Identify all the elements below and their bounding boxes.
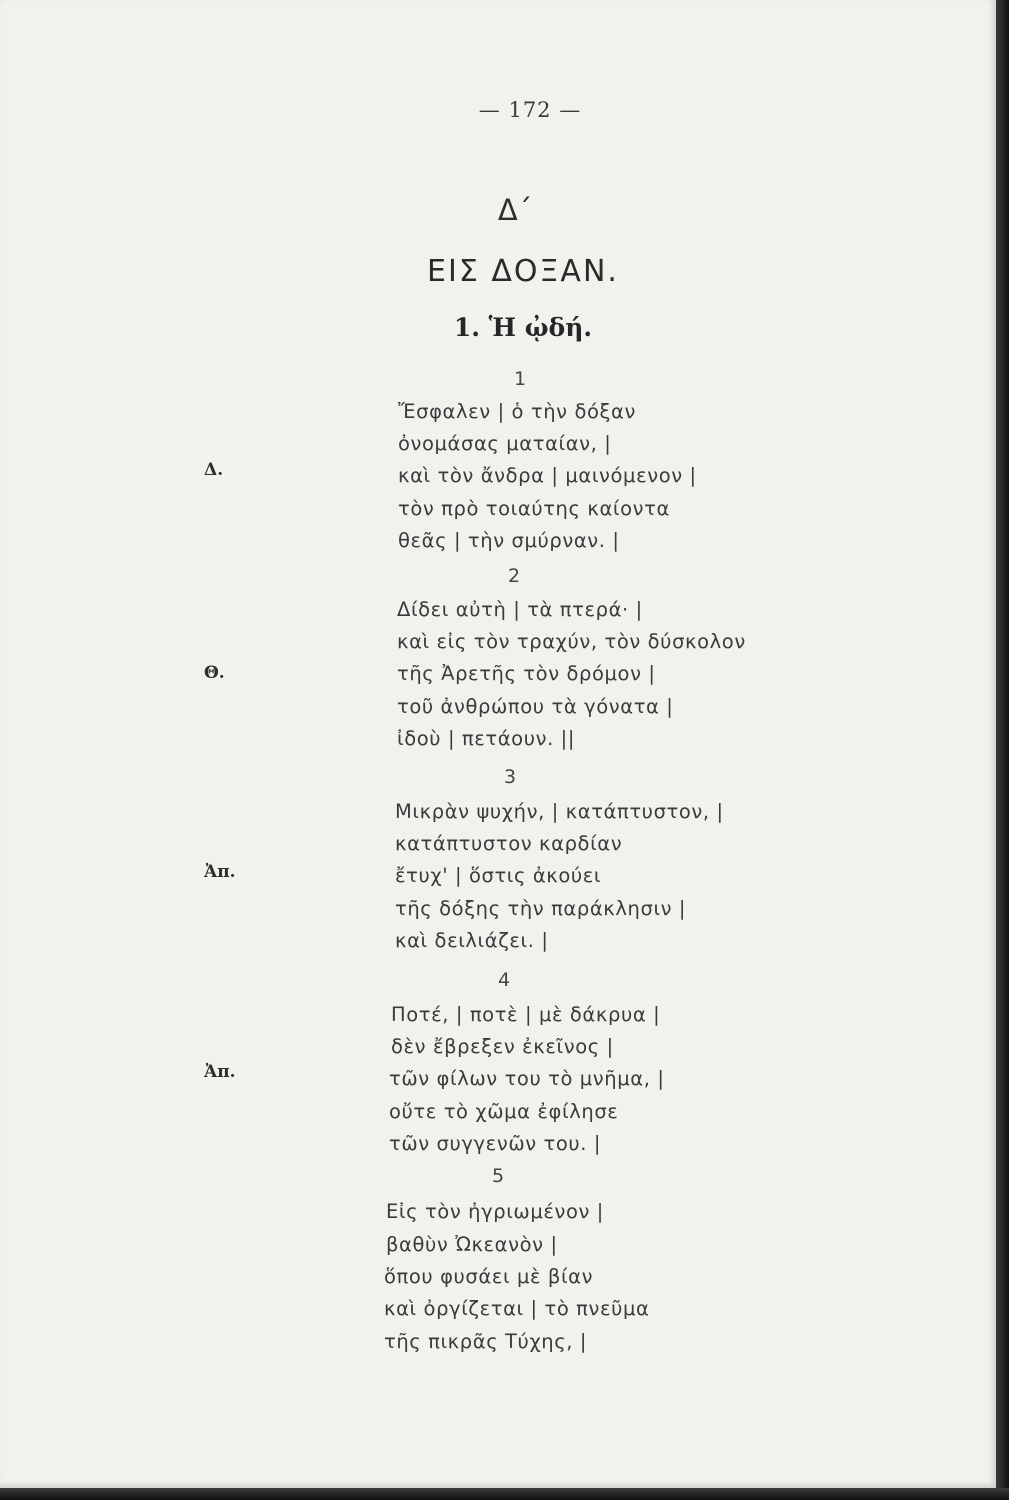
verse-line: θεᾶς | τὴν σμύρναν. | [398,529,620,552]
verse-line: ἔτυχ' | ὅστις ἀκούει [395,864,602,887]
verse-line: ὅπου φυσάει μὲ βίαν [384,1265,594,1288]
verse-line: τῆς δόξης τὴν παράκλησιν | [395,897,687,920]
stanza-number: 1 [513,368,527,390]
page-edge-shadow [996,0,1009,1500]
margin-note: Δ. [204,460,224,480]
verse-line: τοῦ ἀνθρώπου τὰ γόνατα | [397,695,674,718]
verse-line: τῆς πικρᾶς Τύχης, | [384,1330,588,1353]
verse-line: Μικρὰν ψυχήν, | κατάπτυστον, | [395,800,724,823]
poem-title: 1. Ἡ ᾠδή. [453,313,593,342]
verse-line: οὔτε τὸ χῶμα ἐφίλησε [389,1100,619,1123]
verse-line: τῶν φίλων του τὸ μνῆμα, | [389,1067,665,1090]
verse-line: κατάπτυστον καρδίαν [395,832,623,855]
verse-line: ὀνομάσας ματαίαν, | [398,432,612,455]
stanza-number: 4 [497,969,511,991]
verse-line: Εἰς τὸν ἠγριωμένον | [386,1200,604,1223]
page-number: — 172 — [478,98,582,122]
stanza-number: 5 [491,1165,505,1187]
verse-line: Ποτέ, | ποτὲ | μὲ δάκρυα | [391,1003,661,1026]
section-title: ΕΙΣ ΔΟΞΑΝ. [427,254,619,289]
margin-note: Θ. [204,663,225,683]
verse-line: καὶ δειλιάζει. | [395,929,549,952]
margin-note: Ἀπ. [204,1062,236,1082]
section-letter: Δ΄ [497,193,533,227]
verse-line: Δίδει αὐτὴ | τὰ πτερά· | [397,598,643,621]
verse-line: καὶ ὀργίζεται | τὸ πνεῦμα [384,1297,650,1320]
verse-line: τῶν συγγενῶν του. | [389,1132,602,1155]
verse-line: Ἔσφαλεν | ὁ τὴν δόξαν [398,400,636,423]
verse-line: τὸν πρὸ τοιαύτης καίοντα [398,497,670,520]
page-edge-shadow [0,1488,1009,1500]
verse-line: τῆς Ἀρετῆς τὸν δρόμον | [397,662,656,685]
verse-line: δὲν ἔβρεξεν ἐκεῖνος | [391,1035,614,1058]
stanza-number: 3 [503,766,517,788]
margin-note: Ἀπ. [204,862,236,882]
verse-line: καὶ εἰς τὸν τραχύν, τὸν δύσκολον [397,630,746,653]
stanza-number: 2 [507,565,521,587]
verse-line: ἰδοὺ | πετάουν. || [397,727,576,750]
verse-line: βαθὺν Ὠκεανὸν | [386,1233,558,1256]
verse-line: καὶ τὸν ἄνδρα | μαινόμενον | [398,464,697,487]
